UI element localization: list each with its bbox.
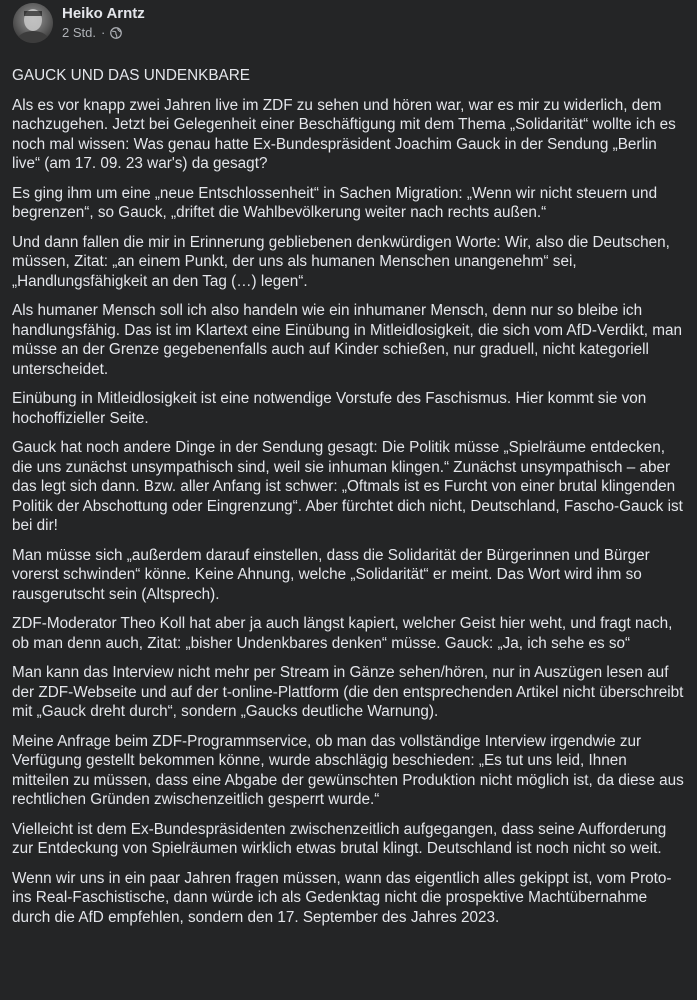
post-paragraph: Man müsse sich „außerdem darauf einstellen, dass die Solidarität der Bürgerinnen und Bürger vorerst schwinden“ könne. Keine Ahnung, welche „Solidarität“ er meint. Das Wort wird ihm so rausgerutscht sein (Altsprech). <box>12 546 650 603</box>
post-timestamp[interactable]: 2 Std. <box>62 25 96 40</box>
post-title: GAUCK UND DAS UNDENKBARE <box>12 67 250 84</box>
avatar-photo <box>13 3 53 43</box>
post-meta <box>62 4 145 42</box>
post-paragraph: Wenn wir uns in ein paar Jahren fragen müssen, wann das eigentlich alles gekippt ist, vom Proto- ins Real-Faschistische, dann würde ich als Gedenktag nicht die prospektive Machtübernahme durch die AfD empfehlen, sondern den 17. September des Jahres 2023. <box>12 869 672 926</box>
post-paragraph: Als humaner Mensch soll ich also handeln wie ein inhumaner Mensch, denn nur so bleibe ich handlungsfähig. Das ist im Klartext eine Einübung in Mitleidlosigkeit, die sich vom AfD-Verdikt, man müsse an der Grenze gegebenenfalls auch auf Kinder schießen, nur graduell, nicht kategoriell unterscheidet. <box>12 302 682 378</box>
post-paragraph: Vielleicht ist dem Ex-Bundespräsidenten zwischenzeitlich aufgegangen, dass seine Aufforderung zur Entdeckung von Spielräumen wirklich etwas brutal klingt. Deutschland ist noch nicht so weit. <box>12 820 667 857</box>
post-paragraph: ZDF-Moderator Theo Koll hat aber ja auch längst kapiert, welcher Geist hier weht, und fragt nach, ob man denn auch, Zitat: „bisher Undenkbares denken“ müsse. Gauck: „Ja, ich sehe es so“ <box>12 615 673 652</box>
separator-dot: · <box>100 25 106 40</box>
post-subline <box>62 24 145 42</box>
post-paragraph: Als es vor knapp zwei Jahren live im ZDF zu sehen und hören war, war es mir zu widerlich, dem nachzugehen. Jetzt bei Gelegenheit einer Beschäftigung mit dem Thema „Solidarität“ wollte ich es noch mal wissen: Was genau hatte Ex-Bundespräsident Joachim Gauck in der Sendung „Berlin live“ (am 17. 09. 23 war's) da gesagt? <box>12 96 676 172</box>
post-header <box>13 3 145 43</box>
post-paragraph: Es ging ihm um eine „neue Entschlossenheit“ in Sachen Migration: „Wenn wir nicht steuern und begrenzen“, so Gauck, „driftet die Wahlbevölkerung weiter nach rechts außen.“ <box>12 184 658 221</box>
post-paragraph: Meine Anfrage beim ZDF-Programmservice, ob man das vollständige Interview irgendwie zur Verfügung gestellt bekommen könne, wurde abschlägig beschieden: „Es tut uns leid, Ihnen mitteilen zu müssen, dass eine Abgabe der gewünschten Produktion nicht möglich ist, da diese aus rechtlichen Gründen zwischenzeitlich gesperrt wurde.“ <box>12 732 684 808</box>
post-paragraph: Und dann fallen die mir in Erinnerung gebliebenen denkwürdigen Worte: Wir, also die Deutschen, müssen, Zitat: „an einem Punkt, der uns als humanen Menschen unangenehm“ sei, „Handlungsfähigkeit an den Tag (…) legen“. <box>12 233 670 290</box>
post-paragraph: Man kann das Interview nicht mehr per Stream in Gänze sehen/hören, nur in Auszügen lesen auf der ZDF-Webseite und auf der t-online-Plattform (die den entsprechenden Artikel nicht überschreibt mit „Gauck dreht durch“, sondern „Gaucks deutliche Warnung). <box>12 664 684 720</box>
author-name[interactable]: Heiko Arntz <box>62 5 145 22</box>
post-paragraph: Gauck hat noch andere Dinge in der Sendung gesagt: Die Politik müsse „Spielräume entdecken, die uns zunächst unsympathisch sind, weil sie inhuman klingen.“ Zunächst unsympathisch – aber das legt sich dann. Bzw. aller Anfang ist schwer: „Oftmals ist es Furcht von einer brutal klingenden Politik der Abschottung oder Eingrenzung“. Aber fürchtet dich nicht, Deutschland, Fascho-Gauck ist bei dir! <box>12 439 683 534</box>
globe-icon[interactable] <box>110 27 122 39</box>
post-body <box>12 66 687 937</box>
avatar[interactable] <box>13 3 53 43</box>
post-paragraph: Einübung in Mitleidlosigkeit ist eine notwendige Vorstufe des Faschismus. Hier kommt sie von hochoffizieller Seite. <box>12 390 647 427</box>
